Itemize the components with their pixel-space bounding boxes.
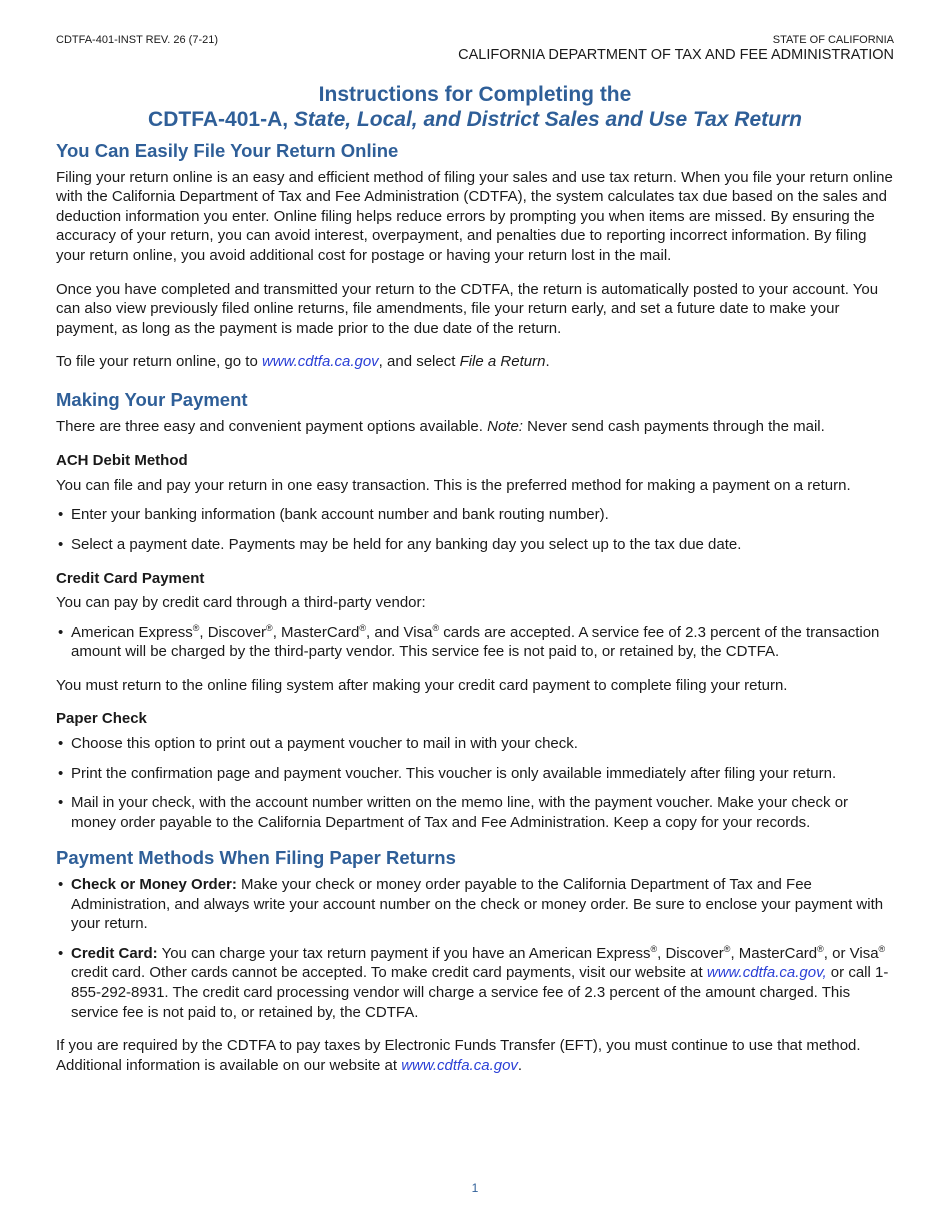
agency-header [458, 34, 894, 63]
paper-check-list [56, 734, 894, 832]
cdtfa-website-link[interactable]: www.cdtfa.ca.gov [401, 1056, 518, 1074]
money-order-label: Check or Money Order: [71, 876, 237, 894]
card-discover: , Discover [199, 623, 267, 641]
form-code: CDTFA-401-INST REV. 26 (7-21) [56, 34, 219, 46]
page-number: 1 [471, 1181, 479, 1195]
list-item: • Select a payment date. Payments may be held for any banking day you select up to the tax due date. [56, 535, 894, 555]
cdtfa-website-link[interactable]: www.cdtfa.ca.gov [261, 353, 379, 371]
list-item: • Choose this option to print out a payment voucher to mail in with your check. [56, 734, 894, 754]
online-heading: You Can Easily File Your Return Online [56, 140, 399, 161]
paper-returns-list [56, 875, 894, 1022]
paper-check-heading: Paper Check [56, 710, 147, 728]
state-label: STATE OF CALIFORNIA [772, 34, 894, 46]
credit-card-heading: Credit Card Payment [56, 569, 205, 587]
payment-heading: Making Your Payment [56, 388, 248, 410]
reg-mark: ® [266, 622, 273, 633]
credit-card-text: You can pay by credit card through a third-party vendor: [56, 594, 426, 612]
cc-text-3: , MasterCard [730, 944, 818, 962]
credit-card-list [56, 623, 894, 662]
list-item [56, 944, 894, 1022]
payment-intro-note: Note: [487, 417, 523, 435]
payment-intro-prefix: There are three easy and convenient payment options available. [56, 417, 488, 435]
reg-mark: ® [723, 943, 731, 954]
cc-text-5: credit card. Other cards cannot be accepted. To make credit card payments, visit our website at [71, 964, 707, 982]
document-body [56, 141, 894, 1089]
list-item [56, 623, 894, 662]
list-item: • Print the confirmation page and payment voucher. This voucher is only available immediately after filing your return. [56, 764, 894, 784]
card-mastercard: , MasterCard [272, 623, 360, 641]
ach-text: You can file and pay your return in one easy transaction. This is the preferred method for making a payment on a return. [56, 476, 851, 494]
list-item: • Mail in your check, with the account number written on the memo line, with the payment voucher. Make your check or money order payable to the California Department of Tax and Fee Administration. Keep a copy for your records. [56, 793, 894, 832]
reg-mark: ® [359, 622, 367, 633]
credit-card-label: Credit Card: [71, 944, 158, 962]
department-label: CALIFORNIA DEPARTMENT OF TAX AND FEE ADMINISTRATION [458, 47, 894, 63]
page-title [56, 82, 894, 132]
cc-text-4: , or Visa [823, 944, 879, 962]
money-order-text: Make your check or money order payable to the California Department of Tax and Fee Administration, and always write your account number on the check or money order. Be sure to enclose your payment with your return. [71, 876, 884, 933]
list-item [56, 875, 894, 934]
eft-paragraph [56, 1036, 894, 1075]
payment-intro-suffix: Never send cash payments through the mail. [522, 417, 825, 435]
reg-mark: ® [432, 622, 440, 633]
ach-list [56, 505, 894, 554]
cc-text-6: or call 1-855-292-8931. The credit card processing vendor will charge a service fee of 2.3 percent of the amount charged. This service fee is not paid to, or retained by, the CDTFA. [71, 964, 889, 1021]
eft-text: If you are required by the CDTFA to pay taxes by Electronic Funds Transfer (EFT), you must continue to use that method. Additional information is available on our website at [56, 1037, 861, 1074]
p3-middle: , and select [378, 353, 460, 371]
online-paragraph-3 [56, 352, 894, 372]
file-a-return-label: File a Return [459, 353, 546, 371]
online-paragraph-1: Filing your return online is an easy and efficient method of filing your sales and use tax return. When you file your return online with the California Department of Tax and Fee Administration (CDTFA), the system calculates tax due based on the sales and deduction information you enter. Online filing helps reduce errors by prompting you when items are missed. By ensuring the accuracy of your return, you can avoid interest, overpayment, and penalties due to reporting incorrect information. By filing your return online, you avoid additional cost for postage or having your return lost in the mail. [56, 168, 893, 264]
paper-returns-heading: Payment Methods When Filing Paper Returns [56, 847, 456, 869]
list-item: • Enter your banking information (bank account number and bank routing number). [56, 505, 894, 525]
title-form-number: CDTFA-401-A, [148, 108, 294, 131]
card-amex: American Express [71, 623, 193, 641]
title-line1: Instructions for Completing the [318, 83, 632, 106]
ach-heading: ACH Debit Method [56, 452, 188, 470]
p3-prefix: To file your return online, go to [56, 353, 262, 371]
payment-intro [56, 417, 894, 437]
card-visa: , and Visa [366, 623, 433, 641]
reg-mark: ® [878, 943, 886, 954]
p3-end: . [545, 353, 550, 371]
credit-card-after: You must return to the online filing system after making your credit card payment to complete filing your return. [56, 676, 788, 694]
card-fee-text: cards are accepted. A service fee of 2.3 percent of the transaction amount will be charged by the third-party vendor. This service fee is not paid to, or retained by, the CDTFA. [71, 623, 880, 661]
cdtfa-website-link[interactable]: www.cdtfa.ca.gov, [706, 964, 827, 982]
online-paragraph-2: Once you have completed and transmitted your return to the CDTFA, the return is automatically posted to your account. You can also view previously filed online returns, file amendments, file your return early, and set a future date to make your payment, as long as the payment is made prior to the due date of the return. [56, 280, 879, 337]
cc-text-2: , Discover [657, 944, 724, 962]
title-line2 [56, 107, 894, 132]
reg-mark: ® [650, 943, 658, 954]
reg-mark: ® [192, 622, 200, 633]
eft-end: . [517, 1056, 523, 1074]
reg-mark: ® [817, 943, 824, 954]
cc-text-1: You can charge your tax return payment if you have an American Express [157, 944, 651, 962]
title-form-name: State, Local, and District Sales and Use Tax Return [293, 108, 802, 131]
